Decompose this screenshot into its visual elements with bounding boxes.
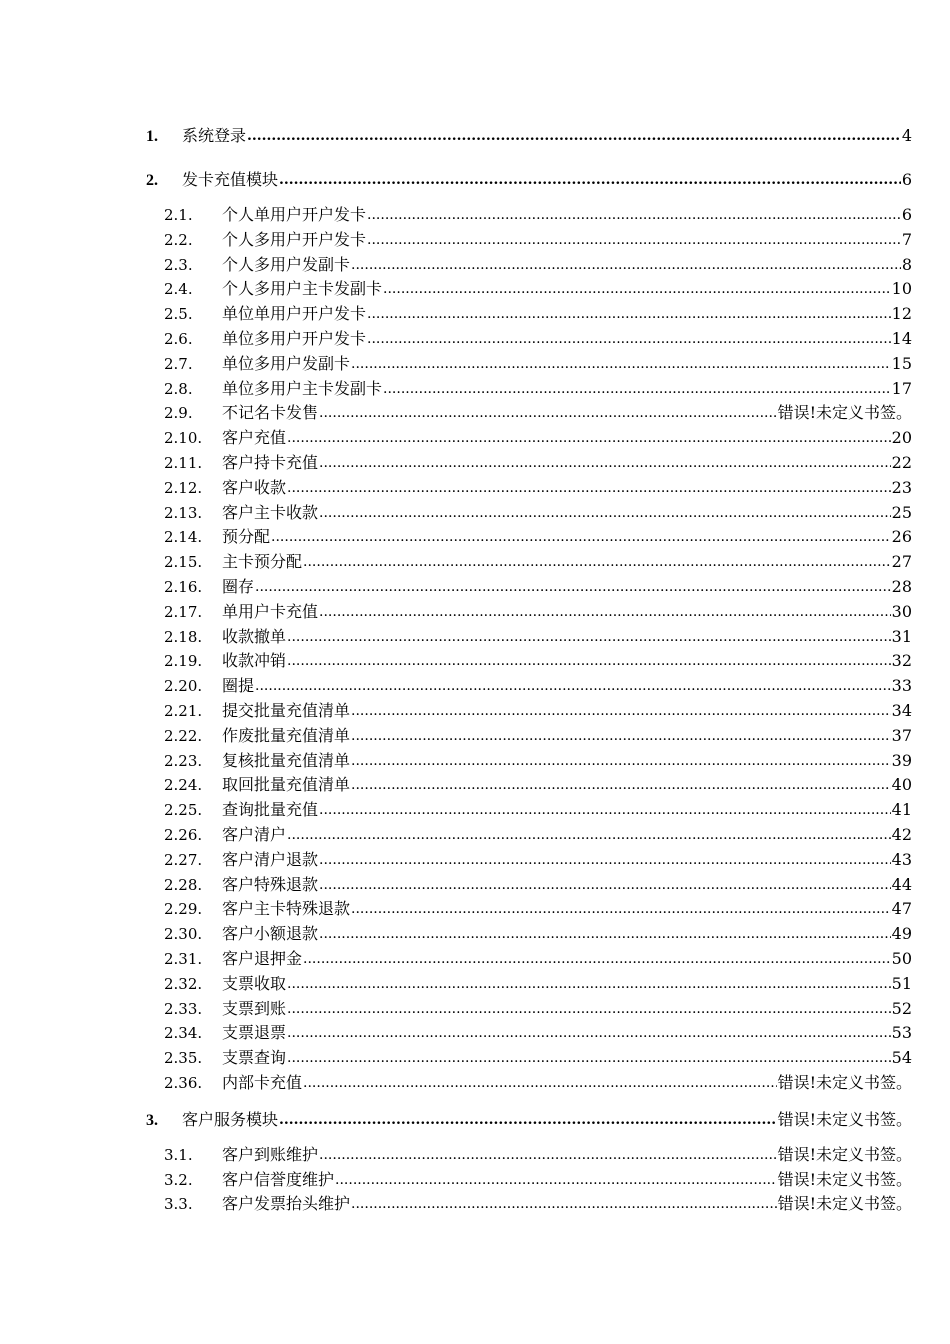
toc-entry-level2[interactable] [164,749,912,773]
toc-entry-number: 2.7. [164,354,193,373]
toc-entry-number: 2. [146,172,158,189]
toc-entry-level2[interactable] [164,377,912,401]
toc-entry-title: 取回批量充值清单 [222,775,351,795]
toc-entry-level2[interactable] [164,253,912,277]
dot-leader [287,822,891,847]
toc-entry-number: 2.27. [164,850,203,869]
toc-entry-number: 2.29. [164,900,203,919]
toc-entry-number: 3.3. [164,1195,193,1214]
toc-entry-title: 个人多用户主卡发副卡 [222,279,383,299]
toc-entry-number: 2.3. [164,255,193,274]
toc-entry-page: 25 [891,502,912,522]
toc-entry-page: 27 [891,552,912,572]
dot-leader [319,872,891,897]
toc-entry-page: 错误!未定义书签。 [777,1073,912,1092]
dot-leader [279,1107,777,1132]
dot-leader [367,227,901,252]
toc-entry-page: 37 [891,725,912,745]
dot-leader [247,123,901,148]
dot-leader [319,797,891,822]
toc-entry-title: 圈存 [222,577,255,596]
toc-entry-title: 单位单用户开户发卡 [222,304,367,324]
dot-leader [271,524,891,549]
toc-entry-number: 2.30. [164,925,203,944]
toc-entry-number: 2.33. [164,999,203,1018]
toc-entry-number: 2.23. [164,751,203,770]
toc-entry-page: 52 [891,998,912,1018]
toc-entry-level2[interactable] [164,1168,912,1192]
dot-leader [351,748,891,773]
toc-entry-number: 2.19. [164,652,203,671]
toc-entry-level2[interactable] [164,575,912,599]
toc-entry-level2[interactable] [164,897,912,921]
toc-entry-title: 客户主卡特殊退款 [222,899,351,919]
toc-entry-title: 支票收取 [222,973,287,993]
dot-leader [319,450,891,475]
toc-entry-number: 2.26. [164,826,203,844]
toc-entry-number: 3.2. [164,1170,193,1189]
toc-entry-page: 49 [891,924,912,944]
dot-leader [287,1020,891,1045]
toc-entry-level2[interactable] [164,501,912,525]
toc-entry-number: 2.24. [164,776,203,795]
toc-entry-title: 预分配 [222,527,271,547]
toc-entry-page: 6 [901,205,912,224]
dot-leader [367,301,891,326]
toc-entry-level2[interactable] [164,327,912,351]
toc-entry-number: 2.13. [164,503,203,522]
toc-entry-number: 2.28. [164,875,203,894]
toc-entry-title: 个人多用户发副卡 [222,254,351,274]
toc-entry-page: 41 [891,800,912,820]
toc-entry-page: 错误!未定义书签。 [777,1169,912,1189]
dot-leader [287,425,891,450]
toc-entry-title: 单位多用户开户发卡 [222,329,367,348]
toc-entry-title: 客户小额退款 [222,924,319,944]
toc-entry-title: 收款冲销 [222,651,287,671]
dot-leader [367,202,901,227]
toc-entry-title: 不记名卡发售 [222,403,319,423]
dot-leader [351,723,891,748]
toc-entry-title: 内部卡充值 [222,1073,303,1092]
toc-entry-number: 2.8. [164,379,193,398]
toc-entry-title: 客户退押金 [222,949,303,968]
toc-entry-page: 23 [891,477,912,497]
toc-entry-title: 客户充值 [222,428,287,448]
toc-entry-level2[interactable] [164,525,912,549]
dot-leader [319,400,777,425]
toc-entry-title: 复核批量充值清单 [222,750,351,770]
dot-leader [351,896,891,921]
toc-entry-level2[interactable] [164,1046,912,1070]
toc-entry-level2[interactable] [164,451,912,475]
toc-entry-number: 2.4. [164,280,193,299]
toc-entry-level2[interactable] [164,401,912,425]
toc-entry-number: 2.21. [164,702,203,720]
toc-entry-level2[interactable] [164,1071,912,1095]
dot-leader [287,996,891,1021]
toc-entry-title: 作废批量充值清单 [222,725,351,745]
toc-entry-level2[interactable] [164,922,912,946]
toc-entry-page: 错误!未定义书签。 [777,1109,912,1129]
toc-entry-page: 12 [891,304,912,324]
toc-entry-title: 收款撤单 [222,626,287,646]
dot-leader [319,921,891,946]
toc-entry-number: 3. [146,1111,158,1129]
toc-entry-page: 错误!未定义书签。 [777,1144,912,1164]
toc-entry-title: 客户信誉度维护 [222,1169,335,1189]
toc-entry-number: 2.35. [164,1049,203,1068]
toc-entry-number: 2.5. [164,305,193,324]
toc-entry-title: 客户主卡收款 [222,502,319,522]
toc-entry-number: 2.32. [164,974,203,993]
dot-leader [319,599,891,624]
toc-entry-page: 34 [891,701,912,720]
toc-entry-title: 客户收款 [222,477,287,497]
dot-leader [351,252,901,277]
toc-entry-level2[interactable] [164,277,912,301]
toc-entry-title: 发卡充值模块 [182,170,279,189]
toc-entry-page: 6 [901,170,912,189]
toc-entry-page: 31 [891,626,912,646]
dot-leader [303,549,891,574]
dot-leader [319,1142,777,1167]
toc-entry-level2[interactable] [164,823,912,847]
toc-entry-number: 2.12. [164,478,203,497]
toc-entry-number: 2.36. [164,1074,203,1092]
toc-entry-page: 22 [891,453,912,472]
toc-entry-page: 33 [891,676,912,696]
toc-entry-level2[interactable] [164,649,912,673]
toc-entry-page: 28 [891,577,912,596]
toc-entry-level2[interactable] [164,1021,912,1045]
toc-entry-level2[interactable] [164,798,912,822]
toc-entry-page: 20 [891,428,912,448]
toc-entry-level2[interactable] [164,674,912,698]
dot-leader [287,1045,891,1070]
toc-entry-level2[interactable] [164,1143,912,1167]
toc-entry-number: 2.18. [164,627,203,646]
toc-entry-number: 2.6. [164,330,193,348]
toc-entry-title: 客户清户退款 [222,849,319,869]
toc-entry-number: 2.15. [164,553,203,572]
toc-entry-title: 单位多用户主卡发副卡 [222,378,383,398]
toc-entry-level2[interactable] [164,848,912,872]
toc-entry-number: 2.11. [164,454,203,472]
toc-entry-level2[interactable] [164,997,912,1021]
dot-leader [383,376,891,401]
toc-entry-title: 支票退票 [222,1023,287,1043]
toc-entry-page: 26 [891,527,912,547]
dot-leader [319,847,891,872]
dot-leader [287,971,891,996]
toc-entry-level2[interactable] [164,972,912,996]
toc-entry-title: 个人单用户开户发卡 [222,205,367,224]
toc-entry-page: 15 [891,353,912,373]
toc-entry-number: 2.16. [164,578,203,596]
toc-entry-title: 单用户卡充值 [222,601,319,621]
dot-leader [255,574,891,599]
toc-entry-title: 支票到账 [222,998,287,1018]
dot-leader [287,475,891,500]
toc-entry-level2[interactable] [164,203,912,227]
toc-entry-page: 错误!未定义书签。 [777,403,912,423]
dot-leader [287,624,891,649]
toc-entry-number: 3.1. [164,1145,193,1164]
toc-entry-level1[interactable] [146,1108,912,1132]
toc-entry-number: 2.31. [164,950,203,968]
toc-entry-level2[interactable] [164,699,912,723]
toc-entry-level1[interactable] [146,168,912,192]
toc-entry-level2[interactable] [164,1192,912,1216]
toc-entry-number: 1. [146,128,158,145]
toc-entry-level2[interactable] [164,550,912,574]
toc-entry-level2[interactable] [164,873,912,897]
toc-entry-number: 2.22. [164,726,203,745]
toc-entry-title: 系统登录 [182,126,247,145]
toc-entry-title: 圈提 [222,676,255,696]
toc-entry-page: 14 [891,329,912,348]
dot-leader [383,276,891,301]
toc-entry-page: 17 [891,378,912,398]
toc-entry-number: 2.25. [164,801,203,820]
toc-entry-page: 43 [891,849,912,869]
dot-leader [319,500,891,525]
toc-entry-page: 51 [891,973,912,993]
toc-entry-level2[interactable] [164,724,912,748]
toc-entry-page: 8 [901,254,912,274]
toc-entry-page: 32 [891,651,912,671]
toc-entry-page: 47 [891,899,912,919]
toc-entry-title: 查询批量充值 [222,800,319,820]
toc-entry-number: 2.34. [164,1024,203,1043]
dot-leader [351,1191,777,1216]
toc-entry-number: 2.9. [164,404,193,423]
toc-entry-number: 2.17. [164,602,203,621]
toc-entry-level2[interactable] [164,352,912,376]
toc-entry-title: 提交批量充值清单 [222,701,351,720]
toc-entry-title: 客户发票抬头维护 [222,1194,351,1214]
toc-entry-level2[interactable] [164,773,912,797]
toc-entry-title: 单位多用户发副卡 [222,353,351,373]
toc-entry-level2[interactable] [164,476,912,500]
toc-entry-page: 40 [891,775,912,795]
toc-entry-title: 客户持卡充值 [222,453,319,472]
toc-entry-number: 2.2. [164,230,193,249]
dot-leader [303,946,891,971]
toc-entry-title: 个人多用户开户发卡 [222,229,367,249]
toc-entry-level2[interactable] [164,228,912,252]
toc-entry-title: 客户特殊退款 [222,874,319,894]
toc-entry-title: 客户服务模块 [182,1109,279,1129]
toc-entry-page: 30 [891,601,912,621]
toc-entry-level1[interactable] [146,124,912,148]
toc-entry-level2[interactable] [164,426,912,450]
dot-leader [351,772,891,797]
toc-entry-number: 2.20. [164,677,203,696]
toc-entry-level2[interactable] [164,600,912,624]
dot-leader [335,1167,777,1192]
toc-entry-title: 支票查询 [222,1048,287,1068]
toc-entry-page: 42 [891,825,912,844]
dot-leader [303,1070,777,1095]
toc-entry-page: 44 [891,874,912,894]
toc-entry-page: 50 [891,949,912,968]
dot-leader [287,648,891,673]
toc-entry-title: 客户到账维护 [222,1144,319,1164]
dot-leader [367,326,891,351]
toc-entry-page: 53 [891,1023,912,1043]
toc-entry-page: 7 [901,229,912,249]
toc-entry-number: 2.1. [164,206,193,224]
toc-entry-level2[interactable] [164,625,912,649]
toc-entry-level2[interactable] [164,947,912,971]
toc-entry-number: 2.10. [164,429,203,448]
toc-entry-level2[interactable] [164,302,912,326]
toc-entry-page: 54 [891,1048,912,1068]
toc-entry-page: 10 [891,279,912,299]
dot-leader [255,673,891,698]
dot-leader [351,698,891,723]
dot-leader [279,167,901,192]
toc-entry-page: 4 [901,126,912,145]
toc-entry-title: 客户清户 [222,825,287,844]
toc-entry-page: 错误!未定义书签。 [777,1194,912,1214]
dot-leader [351,351,891,376]
toc-entry-title: 主卡预分配 [222,552,303,572]
toc-entry-number: 2.14. [164,528,203,547]
toc-entry-page: 39 [891,750,912,770]
